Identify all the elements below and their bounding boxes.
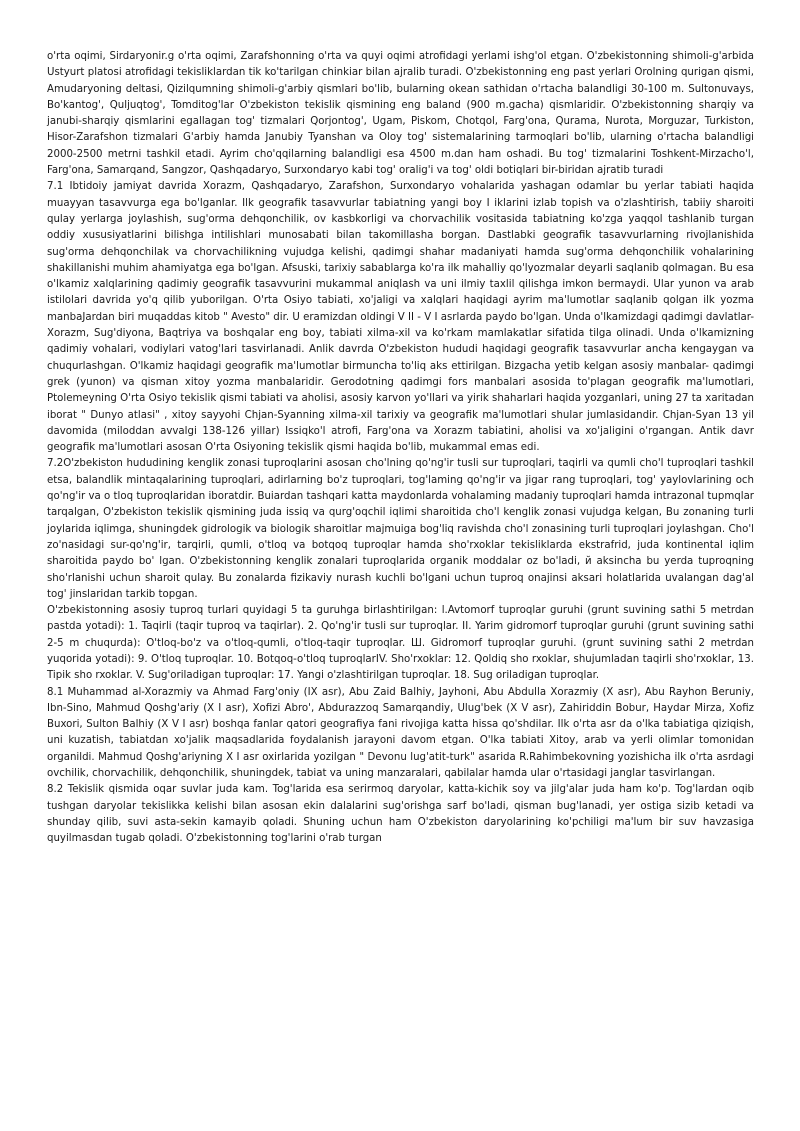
paragraph-relief: o'rta oqimi, Sirdaryonir.g o'rta oqimi, Zarafshonning o'rta va quyi oqimi atrofidagi yerlami ishg'ol etgan. O'zbekistonning shimoli-g'arbida Ustyurt platosi atrofidagi tekisliklardan tik ko'tarilgan chinkiar bilan ajralib turadi. O'zbekistonning eng past yerlari Orolning qurigan qismi, Amudaryoning deltasi, Qizilqumning shimoli-g'arbiy qismlari bo'lib, bularning okean sathidan o'rtacha balandligi 30-100 m. Sultonuvays, Bo'kantog', Quljuqtog', Tomditog'lar O'zbekiston tekislik qismining eng baland (900 m.gacha) qismlaridir. O'zbekistonning sharqiy va janubi-sharqiy qismlarini egallagan tog' tizmalari Qorjontog', Ugam, Piskom, Chotqol, Farg'ona, Qurama, Nurota, Morguzar, Turkiston, Hisor-Zarafshon tizmalari G'arbiy hamda Janubiy Tyanshan va Oloy tog' sistemalarining tarmoqlari bo'lib, ularning o'rtacha balandligi 2000-2500 metrni tashkil etadi. Ayrim cho'qqilarning balandligi esa 4500 m.dan ham oshadi. Bu tog' tizmalarini Toshkent-Mirzacho'l, Farg'ona, Samarqand, Sangzor, Qashqadaryo, Surxondaryo kabi tog' oralig'i va tog' oldi botiqlari bir-biridan ajratib turadi xyxy=(47,51,754,177)
paragraph-8-2-rivers: 8.2 Tekislik qismida oqar suvlar juda kam. Tog'larida esa serirmoq daryolar, katta-kichik soy va jilg'alar juda ham ko'p. Tog'lardan oqib tushgan daryolar tekislikka kelishi bilan asosan ekin dalalarini sug'orishga sarf bo'ladi, qisman bug'lanadi, yer ostiga sizib ketadi va shunday qilib, suvi asta-sekin kamayib qoladi. Shuning uchun ham O'zbekiston daryolarining ko'pchiligi ma'lum bir suv havzasiga quyilmasdan tugab qoladi. O'zbekistonning tog'larini o'rab turgan xyxy=(47,784,754,845)
paragraph-7-1-history: 7.1 Ibtidoiy jamiyat davrida Xorazm, Qashqadaryo, Zarafshon, Surxondaryo vohalarida yashagan odamlar bu yerlar tabiati haqida muayyan tasavvurga ega bo'lganlar. Ilk geografik tasavvurlar tabiatning yangi boy I iklarini izlab topish va o'zlashtirish, tabiiy sharoiti qulay yerlarga joylashish, sug'orma dehqonchilik, ov kasbkorligi va chorvachilik vositasida tabiatning ko'zga yaqqol tashlanib turgan oddiy xususiyatlarini bilishga intilishlari munosabati bilan takomillasha borgan. Dastlabki geografik tasavvurlarning rivojlanishida sug'orma dehqonchilak va chorvachilikning vujudga kelishi, qadimgi shahar madaniyati hamda sug'orma dehqonchilik vohalarining shakillanishi muhim ahamiyatga ega bo'lgan. Afsuski, tarixiy sabablarga ko'ra ilk mahalliy qo'lyozmalar deyarli saqlanib qolmagan. Bu esa o'lkamiz xalqlarining qadimiy geografik tasavvurini mukammal aniqlash va uni ilmiy taxlil qilishga imkon bermaydi. Ular yunon va arab istilolari davrida yo'q qilib yuborilgan. O'rta Osiyo tabiati, xo'jaligi va xalqlari haqidagi ayrim ma'lumotlar saqlanib qolgan ilk yozma manbaJardan biri muqaddas kitob " Avesto" dir. U eramizdan oldingi V II - V I asrlarda paydo bo'lgan. Unda o'lkamizdagi qadimgi davlatlar- Xorazm, Sug'diyona, Baqtriya va boshqalar eng boy, tabiati xilma-xil va ko'rkam mamlakatlar sifatida tilga olinadi. Unda o'lkamizning qadimiy vohalari, vodiylari vatog'lari tasvirlanadi. Anlik davrda O'zbekiston hududi haqidagi geografik tasavvurlar ancha kengaygan va chuqurlashgan. O'lkamiz haqidagi geografik ma'lumotlar birmuncha to'liq aks ettirilgan. Bizgacha yetib kelgan asosiy manbalar- qadimgi grek (yunon) va qisman xitoy yozma manbalaridir. Gerodotning qadimgi fors manbalari asosida to'plagan geografik ma'lumotlari, Ptolemeyning O'rta Osiyo tekislik qismi tabiati va aholisi, asosiy karvon yo'llari va yirik shaharlari haqida yozganlari, uning 27 ta xaritadan iborat " Dunyo atlasi" , xitoy sayyohi Chjan-Syanning xilma-xil tarixiy va geografik ma'lumotlari shular jumlasidandir. Chjan-Syan 13 yil davomida (miloddan avvalgi 138-126 yillar) Issiqko'l atrofi, Farg'ona va Xorazm tabiatini, aholisi va xo'jaligini o'rgangan. Antik davr geografik ma'lumotlari asosan O'rta Osiyoning tekislik qismi haqida bo'lib, mukammal emas edi. xyxy=(47,181,754,454)
paragraph-7-2-soils: 7.2O'zbekiston hududining kenglik zonasi tuproqlarini asosan cho'lning qo'ng'ir tusli sur tuproqlari, taqirli va qumli cho'l tuproqlari tashkil etsa, balandlik mintaqalarining tuproqlari, adirlarning bo'z tuproqlari, tog'laming qo'ng'ir va jigar rang tuproqlari, tog' yaylovlarining och qo'ng'ir va o tloq tuproqlaridan iboratdir. Buiardan tashqari katta maydonlarda vohalaming madaniy tuproqlari hamda intrazonal tupmqlar tarqalgan, O'zbekiston tekislik qismining juda issiq va qurg'oqchil iqlimi sharoitida cho'l kenglik zonasi vujudga kelgan, Bu zonaning turli joylarida iqlimga, shuningdek gidrologik va biologik sharoitlar majmuiga bog'liq ravishda cho'l zonasining turli tuproqlari joylashgan. Cho'l zo'nasidagi sur-qo'ng'ir, tarqirli, qumli, o'tloq va botqoq tuproqlar hamda sho'rxoklar tekisliklarda ekstrafrid, juda kontinental iqlim sharoitida paydo bo' lgan. O'zbekistonning kenglik zonalari tuproqlarida organik moddalar oz bo'ladi, й aksincha bu yerda tuproqning sho'rlanishi uchun sharoit qulay. Bu zonalarda fizikaviy nurash kuchli bo'lgani uchun tuproq onajinsi aksari holatlarida uvalangan dag'al tog' jinslaridan tarkib topgan. xyxy=(47,458,754,600)
paragraph-soil-groups: O'zbekistonning asosiy tuproq turlari quyidagi 5 ta guruhga birlashtirilgan: l.Avtomorf tuproqlar guruhi (grunt suvining sathi 5 metrdan pastda yotadi): 1. Taqirli (taqir tuproq va taqirlar). 2. Qo'ng'ir tusli sur tuproqlar. II. Yarim gidromorf tuproqlar guruhi (grunt suvining sathi 2-5 m chuqurda): O'tloq-bo'z va o'tloq-qumli, o'tloq-taqir tuproqlar. Ш. Gidromorf tuproqlar guruhi. (grunt suvining sathi 2 metrdan yuqorida yotadi): 9. O'tloq tuproqlar. 10. Botqoq-o'tloq tuproqlarIV. Sho'rxoklar: 12. Qoldiq sho rxoklar, shujumladan taqirli sho'rxoklar, 13. Tipik sho rxoklar. V. Sug'oriladigan tuproqlar: 17. Yangi o'zlashtirilgan tuproqlar. 18. Sug oriladigan tuproqlar. xyxy=(47,605,754,682)
document-page xyxy=(47,49,754,848)
paragraph-8-1-scholars: 8.1 Muhammad al-Xorazmiy va Ahmad Farg'oniy (IX asr), Abu Zaid Balhiy, Jayhoni, Abu Abdulla Xorazmiy (X asr), Abu Rayhon Beruniy, Ibn-Sino, Mahmud Qoshg'ariy (X I asr), Xofizi Abro', Abdurazzoq Samarqandiy, Ulug'bek (X V asr), Zahiriddin Bobur, Haydar Mirza, Xofiz Buxori, Sulton Balhiy (X V I asr) boshqa fanlar qatori geografiya fani rivojiga katta hissa qo'shdilar. Ilk o'rta asr da o'lka tabiatiga qiziqish, uni kuzatish, tabiatdan xo'jalik maqsadlarida foydalanish jarayoni davom etgan. O'lka tabiati Xitoy, arab va yerli olimlar tomonidan organildi. Mahmud Qoshg'ariyning X I asr oxirlarida yozilgan " Devonu lug'atit-turk" asarida R.Rahimbekovning yozishicha ilk o'rta asrdagi ovchilik, chorvachilik, dehqonchilik, shuningdek, tabiat va uning manzaralari, qabilalar hamda ular o'rtasidagi janglar tasvirlangan. xyxy=(47,686,754,780)
